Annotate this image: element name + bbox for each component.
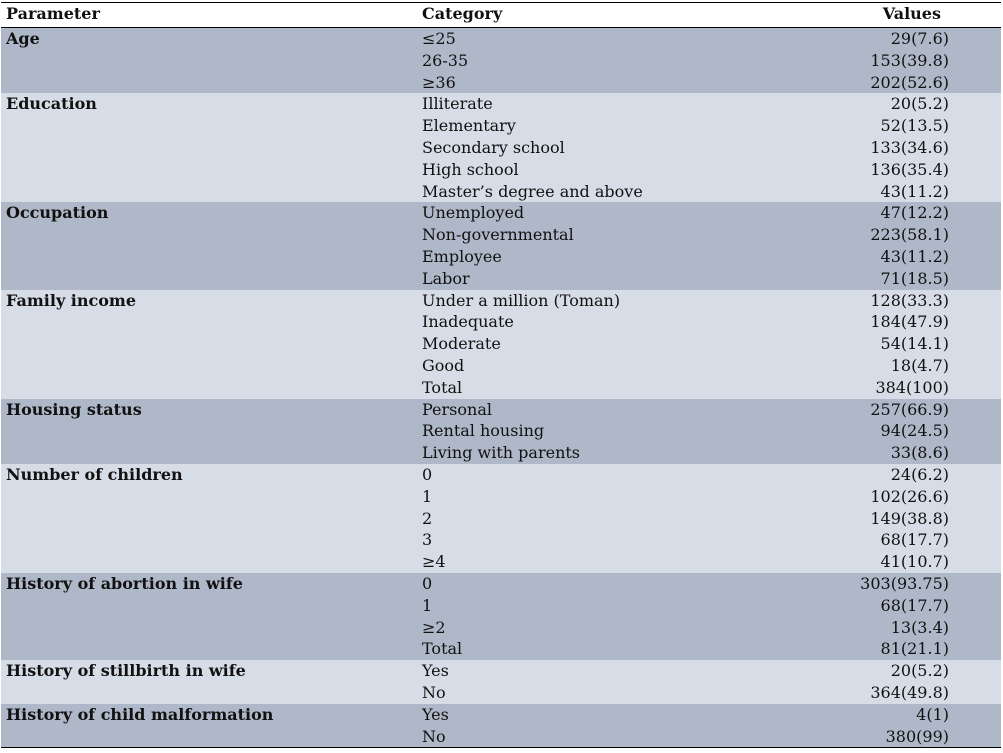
table-row	[1, 464, 1001, 486]
category-cell: ≤25	[422, 29, 456, 48]
table-group	[1, 464, 1001, 573]
category-cell: Total	[422, 377, 463, 397]
table-row	[1, 246, 1001, 268]
table-row	[1, 595, 1001, 617]
table-row	[1, 72, 1001, 94]
category-cell: No	[422, 726, 446, 746]
value-cell: 128(33.3)	[870, 290, 949, 310]
value-cell: 202(52.6)	[870, 72, 949, 92]
parameter-cell: History of abortion in wife	[6, 573, 243, 593]
parameter-cell	[1, 72, 416, 94]
table-row	[1, 726, 1001, 748]
table-group	[1, 573, 1001, 660]
value-cell: 184(47.9)	[870, 312, 949, 332]
value-cell: 94(24.5)	[880, 421, 949, 441]
table-row	[1, 93, 1001, 115]
table-row	[1, 115, 1001, 137]
category-cell: Non-governmental	[422, 225, 574, 245]
table-row	[1, 268, 1001, 290]
category-cell: ≥36	[422, 72, 456, 92]
table-row	[1, 660, 1001, 682]
parameter-cell: Occupation	[6, 203, 109, 223]
parameter-cell: Number of children	[6, 464, 183, 484]
category-cell: 1	[422, 486, 433, 506]
parameter-cell	[1, 486, 416, 508]
parameter-cell	[1, 638, 416, 660]
category-cell: Secondary school	[422, 137, 565, 157]
parameter-cell	[1, 181, 416, 203]
parameter-cell	[1, 355, 416, 377]
header-category: Category	[422, 4, 503, 23]
category-cell: Moderate	[422, 334, 501, 354]
table-row	[1, 551, 1001, 573]
parameter-cell: Education	[6, 94, 97, 114]
table-row	[1, 28, 1001, 50]
category-cell: Master’s degree and above	[422, 181, 643, 201]
value-cell: 52(13.5)	[880, 116, 949, 136]
category-cell: Yes	[422, 661, 449, 681]
value-cell: 43(11.2)	[880, 181, 949, 201]
parameter-cell	[1, 50, 416, 72]
category-cell: ≥2	[422, 617, 446, 637]
value-cell: 136(35.4)	[870, 159, 949, 179]
parameter-cell	[1, 442, 416, 464]
table-row	[1, 529, 1001, 551]
value-cell: 24(6.2)	[890, 464, 949, 484]
value-cell: 364(49.8)	[870, 682, 949, 702]
category-cell: Personal	[422, 399, 492, 419]
category-cell: Employee	[422, 246, 502, 266]
category-cell: 1	[422, 595, 433, 615]
table-row	[1, 420, 1001, 442]
value-cell: 71(18.5)	[880, 268, 949, 288]
category-cell: Good	[422, 355, 465, 375]
table-row	[1, 704, 1001, 726]
table-row	[1, 442, 1001, 464]
table-row	[1, 355, 1001, 377]
category-cell: 3	[422, 530, 433, 550]
parameter-cell: Family income	[6, 290, 137, 310]
parameter-cell	[1, 377, 416, 399]
table-row	[1, 638, 1001, 660]
value-cell: 257(66.9)	[870, 399, 949, 419]
category-cell: Elementary	[422, 116, 516, 136]
value-cell: 81(21.1)	[880, 639, 949, 659]
parameter-cell: History of stillbirth in wife	[6, 661, 246, 681]
parameter-cell	[1, 268, 416, 290]
table-group	[1, 290, 1001, 399]
parameter-cell	[1, 159, 416, 181]
value-cell: 54(14.1)	[880, 334, 949, 354]
category-cell: 26-35	[422, 50, 469, 70]
table-row	[1, 159, 1001, 181]
table-row	[1, 333, 1001, 355]
value-cell: 133(34.6)	[870, 137, 949, 157]
value-cell: 20(5.2)	[890, 661, 949, 681]
table-group	[1, 93, 1001, 202]
category-cell: 0	[422, 573, 433, 593]
table-row	[1, 290, 1001, 312]
table-header-row	[1, 3, 1001, 28]
parameter-cell	[1, 246, 416, 268]
value-cell: 4(1)	[916, 704, 949, 724]
table-row	[1, 573, 1001, 595]
value-cell: 102(26.6)	[870, 486, 949, 506]
table-group	[1, 28, 1001, 93]
value-cell: 29(7.6)	[890, 29, 949, 48]
category-cell: Yes	[422, 704, 449, 724]
value-cell: 380(99)	[885, 726, 949, 746]
parameter-cell	[1, 617, 416, 639]
value-cell: 33(8.6)	[890, 443, 949, 463]
parameter-cell	[1, 551, 416, 573]
category-cell: Living with parents	[422, 443, 581, 463]
table-group	[1, 399, 1001, 464]
table-row	[1, 181, 1001, 203]
table-body	[1, 28, 1001, 747]
value-cell: 13(3.4)	[890, 617, 949, 637]
value-cell: 47(12.2)	[880, 203, 949, 223]
value-cell: 43(11.2)	[880, 246, 949, 266]
value-cell: 20(5.2)	[890, 94, 949, 114]
category-cell: Illiterate	[422, 94, 493, 114]
parameter-cell	[1, 529, 416, 551]
parameter-cell: History of child malformation	[6, 704, 274, 724]
table-row	[1, 137, 1001, 159]
category-cell: 2	[422, 508, 433, 528]
table-group	[1, 704, 1001, 748]
table-group	[1, 202, 1001, 289]
table-row	[1, 377, 1001, 399]
category-cell: Unemployed	[422, 203, 525, 223]
parameter-cell	[1, 137, 416, 159]
value-cell: 18(4.7)	[890, 355, 949, 375]
category-cell: High school	[422, 159, 519, 179]
value-cell: 153(39.8)	[870, 50, 949, 70]
value-cell: 68(17.7)	[880, 530, 949, 550]
parameter-cell	[1, 726, 416, 748]
table-row	[1, 682, 1001, 704]
header-parameter: Parameter	[6, 4, 100, 23]
value-cell: 223(58.1)	[870, 225, 949, 245]
category-cell: Under a million (Toman)	[422, 290, 621, 310]
category-cell: 0	[422, 464, 433, 484]
parameter-cell	[1, 595, 416, 617]
parameter-cell	[1, 333, 416, 355]
table-group	[1, 660, 1001, 704]
value-cell: 68(17.7)	[880, 595, 949, 615]
parameter-cell: Age	[6, 29, 40, 48]
parameter-cell	[1, 311, 416, 333]
table-row	[1, 311, 1001, 333]
header-values: Values	[882, 4, 941, 23]
value-cell: 41(10.7)	[880, 552, 949, 572]
parameter-cell	[1, 682, 416, 704]
parameter-cell: Housing status	[6, 399, 142, 419]
value-cell: 303(93.75)	[860, 573, 949, 593]
table-row	[1, 617, 1001, 639]
category-cell: Labor	[422, 268, 470, 288]
value-cell: 384(100)	[875, 377, 949, 397]
table-row	[1, 508, 1001, 530]
table-row	[1, 50, 1001, 72]
category-cell: Inadequate	[422, 312, 514, 332]
data-table	[1, 2, 1001, 748]
table-row	[1, 486, 1001, 508]
parameter-cell	[1, 224, 416, 246]
parameter-cell	[1, 115, 416, 137]
parameter-cell	[1, 508, 416, 530]
table-row	[1, 399, 1001, 421]
table-row	[1, 202, 1001, 224]
value-cell: 149(38.8)	[870, 508, 949, 528]
category-cell: No	[422, 682, 446, 702]
parameter-cell	[1, 420, 416, 442]
category-cell: Total	[422, 639, 463, 659]
category-cell: ≥4	[422, 552, 446, 572]
table-row	[1, 224, 1001, 246]
category-cell: Rental housing	[422, 421, 545, 441]
